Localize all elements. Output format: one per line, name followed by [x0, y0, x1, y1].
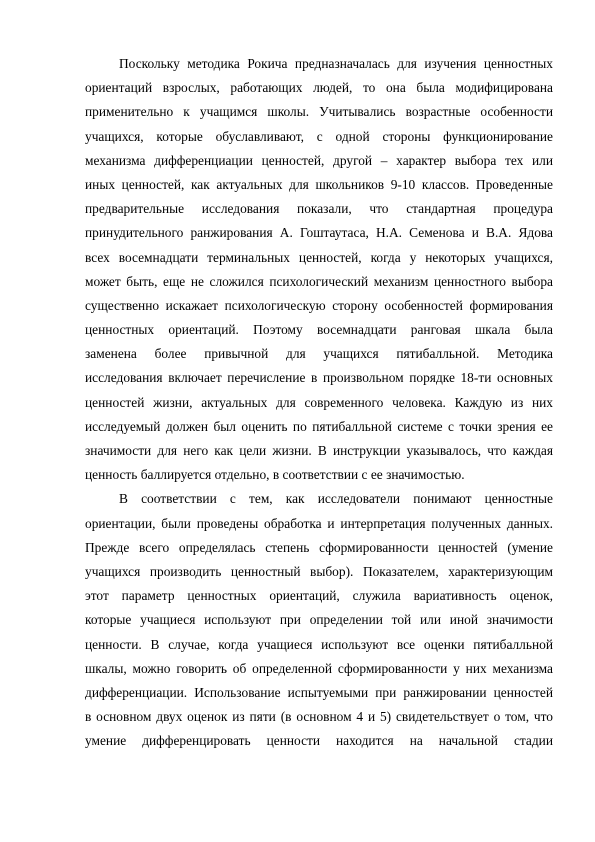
text-line: учащихся, которые обуславливают, с одной стороны функционирование	[85, 128, 553, 144]
text-line: ценности. В случае, когда учащиеся используют все оценки пятибалльной	[85, 636, 553, 652]
text-line: Поскольку методика Рокича предназначалась для изучения ценностных	[119, 56, 553, 71]
text-line: этот параметр ценностных ориентаций, служила вариативность оценок,	[85, 588, 553, 604]
text-line: предварительные исследования показали, что стандартная процедура	[85, 201, 553, 217]
text-line: шкалы, можно говорить об определенной сформированности у них механизма	[85, 660, 553, 676]
text-line: может быть, еще не сложился психологический механизм ценностного выбора	[85, 273, 553, 289]
text-line: учащихся производить ценностный выбор). Показателем, характеризующим	[85, 563, 553, 579]
text-line: ориентации, были проведены обработка и интерпретация полученных данных.	[85, 515, 553, 531]
text-line: которые учащиеся используют при определении той или иной значимости	[85, 612, 553, 628]
text-line: исследуемый должен был оценить по пятибалльной системе с точки зрения ее	[85, 418, 553, 434]
text-line: В соответствии с тем, как исследователи понимают ценностные	[119, 491, 553, 507]
text-line: всех восемнадцати терминальных ценностей, когда у некоторых учащихся,	[85, 249, 553, 265]
text-line: ценностных ориентаций. Поэтому восемнадцати ранговая шкала была	[85, 322, 553, 338]
text-line: применительно к учащимся школы. Учитывались возрастные особенности	[85, 104, 553, 120]
document-page	[85, 52, 553, 753]
text-line: Прежде всего определялась степень сформированности ценностей (умение	[85, 539, 553, 555]
text-line: значимости для него как цели жизни. В инструкции указывалось, что каждая	[85, 443, 553, 458]
text-line: умение дифференцировать ценности находится на начальной стадии	[85, 733, 553, 749]
text-line: принудительного ранжирования А. Гоштаутаса, Н.А. Семенова и В.А. Ядова	[85, 225, 553, 241]
text-line: ориентаций взрослых, работающих людей, то она была модифицирована	[85, 80, 553, 96]
text-line: в основном двух оценок из пяти (в основном 4 и 5) свидетельствует о том, что	[85, 709, 553, 725]
text-line: ценность баллируется отдельно, в соответствии с ее значимостью.	[85, 467, 465, 483]
text-line: существенно искажает психологическую сторону особенностей формирования	[85, 297, 553, 313]
text-line: ценностей жизни, актуальных для современного человека. Каждую из них	[85, 394, 553, 410]
text-line: иных ценностей, как актуальных для школьников 9-10 классов. Проведенные	[85, 176, 553, 192]
text-line: заменена более привычной для учащихся пятибалльной. Методика	[85, 346, 553, 362]
paragraph-2	[85, 487, 553, 753]
text-line: исследования включает перечисление в произвольном порядке 18-ти основных	[85, 370, 553, 386]
text-line: дифференциации. Использование испытуемыми при ранжировании ценностей	[85, 684, 553, 700]
text-line: механизма дифференциации ценностей, другой – характер выбора тех или	[85, 152, 553, 168]
paragraph-1	[85, 52, 553, 487]
